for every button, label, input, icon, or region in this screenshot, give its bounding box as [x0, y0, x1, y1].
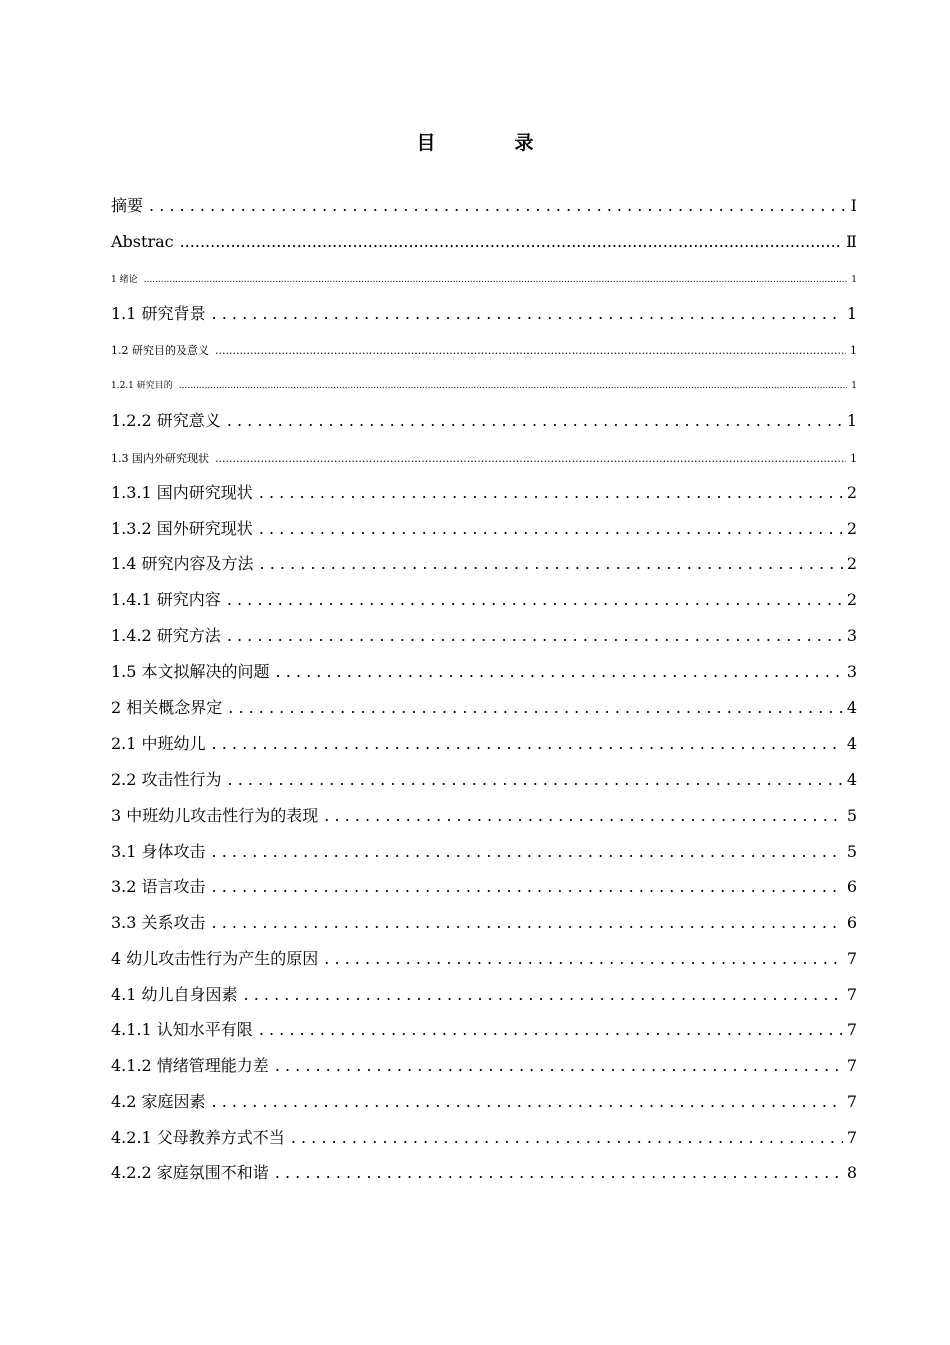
toc-entry[interactable] — [111, 696, 857, 720]
toc-entry[interactable] — [111, 1090, 857, 1114]
toc-entry-label: 1.2.1 研究目的 — [111, 381, 173, 391]
leader-dots — [215, 447, 846, 471]
leader-dots — [179, 374, 848, 398]
toc-entry[interactable] — [111, 481, 857, 505]
toc-entry-label: 1.3.1 国内研究现状 — [111, 483, 253, 502]
toc-entry-page: 7 — [846, 1056, 857, 1075]
toc-entry[interactable] — [111, 268, 857, 292]
toc-entry[interactable] — [111, 804, 857, 828]
toc-entry-page: Ⅱ — [846, 232, 857, 251]
toc-entry-label: 4 幼儿攻击性行为产生的原因 — [111, 949, 319, 968]
toc-entry-page: 2 — [846, 554, 857, 573]
toc-entry-label: 4.1 幼儿自身因素 — [111, 985, 238, 1004]
toc-entry-page: 1 — [846, 411, 857, 430]
toc-entry-page: 1 — [850, 344, 857, 357]
toc-entry[interactable] — [111, 983, 857, 1007]
toc-entry[interactable] — [111, 1126, 857, 1150]
toc-entry-label: 4.1.2 情绪管理能力差 — [111, 1056, 269, 1075]
leader-dots — [212, 875, 843, 899]
toc-entry-page: 8 — [846, 1163, 857, 1182]
leader-dots — [212, 911, 843, 935]
toc-entry[interactable] — [111, 875, 857, 899]
toc-entry[interactable] — [111, 374, 857, 398]
toc-entry[interactable] — [111, 552, 857, 576]
toc-entry[interactable] — [111, 302, 857, 326]
toc-entry[interactable] — [111, 588, 857, 612]
toc-entry[interactable] — [111, 660, 857, 684]
toc-entry-label: 1.3 国内外研究现状 — [111, 452, 209, 465]
toc-entry-label: 1.2.2 研究意义 — [111, 411, 221, 430]
toc-title: 目 录 — [416, 132, 564, 154]
toc-entry[interactable] — [111, 768, 857, 792]
toc-entry-label: 4.2.1 父母教养方式不当 — [111, 1128, 285, 1147]
leader-dots — [275, 1161, 843, 1185]
leader-dots — [212, 1090, 843, 1114]
toc-entry-page: 1 — [850, 452, 857, 465]
leader-dots — [212, 840, 843, 864]
leader-dots — [324, 804, 843, 828]
toc-entry-page: 6 — [846, 913, 857, 932]
toc-entry-page: 4 — [846, 770, 857, 789]
toc-entry-page: 7 — [846, 1020, 857, 1039]
leader-dots — [215, 339, 846, 363]
leader-dots — [180, 230, 843, 254]
toc-entry[interactable] — [111, 1054, 857, 1078]
toc-entry-page: 1 — [846, 304, 857, 323]
leader-dots — [259, 1018, 843, 1042]
leader-dots — [212, 302, 843, 326]
toc-entry-label: 1.4.2 研究方法 — [111, 626, 221, 645]
toc-entry-label: 4.2.2 家庭氛围不和谐 — [111, 1163, 269, 1182]
toc-entry[interactable] — [111, 1161, 857, 1185]
toc-entry-label: 4.2 家庭因素 — [111, 1092, 206, 1111]
toc-entry[interactable] — [111, 339, 857, 363]
toc-entry-label: 摘要 — [111, 196, 144, 215]
toc-entry-page: 2 — [846, 519, 857, 538]
toc-entry-page: 3 — [846, 662, 857, 681]
leader-dots — [260, 552, 843, 576]
toc-entry-page: 5 — [846, 806, 857, 825]
toc-entry[interactable] — [111, 1018, 857, 1042]
toc-entry-page: 1 — [851, 275, 857, 285]
leader-dots — [259, 481, 843, 505]
toc-entry[interactable] — [111, 447, 857, 471]
leader-dots — [291, 1126, 843, 1150]
toc-entry-page: 4 — [846, 734, 857, 753]
leader-dots — [228, 768, 843, 792]
toc-entry[interactable] — [111, 230, 857, 254]
toc-entry-page: I — [850, 196, 857, 215]
toc-entry-page: 7 — [846, 1092, 857, 1111]
toc-entry-label: 2.1 中班幼儿 — [111, 734, 206, 753]
leader-dots — [144, 268, 848, 292]
toc-entry-page: 2 — [846, 590, 857, 609]
toc-entry-label: 3.3 关系攻击 — [111, 913, 206, 932]
toc-entry-page: 7 — [846, 949, 857, 968]
leader-dots — [244, 983, 843, 1007]
toc-entry[interactable] — [111, 911, 857, 935]
toc-entry-label: 1.3.2 国外研究现状 — [111, 519, 253, 538]
toc-entry[interactable] — [111, 947, 857, 971]
toc-entry[interactable] — [111, 409, 857, 433]
leader-dots — [276, 660, 843, 684]
toc-entry-label: Abstrac — [111, 232, 174, 251]
leader-dots — [228, 696, 843, 720]
toc-entry[interactable] — [111, 840, 857, 864]
toc-entry-page: 2 — [846, 483, 857, 502]
toc-entry-label: 1.4.1 研究内容 — [111, 590, 221, 609]
toc-entry-page: 4 — [846, 698, 857, 717]
toc-entry-page: 1 — [851, 381, 857, 391]
toc-entry-label: 3.2 语言攻击 — [111, 877, 206, 896]
leader-dots — [227, 624, 843, 648]
toc-entry[interactable] — [111, 732, 857, 756]
leader-dots — [227, 409, 843, 433]
leader-dots — [227, 588, 843, 612]
toc-entry-label: 1.5 本文拟解决的问题 — [111, 662, 270, 681]
toc-entry-page: 3 — [846, 626, 857, 645]
toc-entry-label: 4.1.1 认知水平有限 — [111, 1020, 253, 1039]
toc-entry-label: 1 绪论 — [111, 275, 138, 285]
toc-entry-label: 1.1 研究背景 — [111, 304, 206, 323]
toc-entry[interactable] — [111, 624, 857, 648]
leader-dots — [324, 947, 843, 971]
leader-dots — [275, 1054, 843, 1078]
toc-entry-page: 7 — [846, 1128, 857, 1147]
toc-entry-label: 2 相关概念界定 — [111, 698, 223, 717]
toc-entry-label: 3 中班幼儿攻击性行为的表现 — [111, 806, 319, 825]
toc-entry-page: 6 — [846, 877, 857, 896]
leader-dots — [259, 517, 843, 541]
toc-entry[interactable] — [111, 517, 857, 541]
toc-entry-label: 1.4 研究内容及方法 — [111, 554, 254, 573]
toc-entry-label: 1.2 研究目的及意义 — [111, 344, 209, 357]
leader-dots — [149, 194, 847, 218]
toc-entry-label: 2.2 攻击性行为 — [111, 770, 222, 789]
leader-dots — [212, 732, 843, 756]
toc-entry-page: 5 — [846, 842, 857, 861]
toc-entry-label: 3.1 身体攻击 — [111, 842, 206, 861]
toc-entry-page: 7 — [846, 985, 857, 1004]
toc-entry[interactable] — [111, 194, 857, 218]
